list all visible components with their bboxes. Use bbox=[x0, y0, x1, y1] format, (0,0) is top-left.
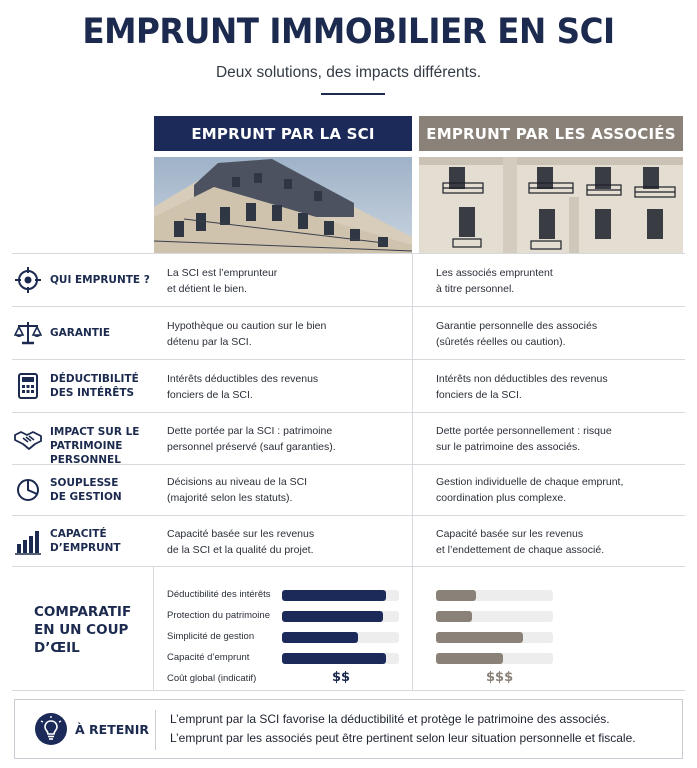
bar-track-associes bbox=[436, 632, 553, 643]
lightbulb-icon bbox=[35, 713, 67, 745]
row-deductibilite bbox=[12, 359, 685, 412]
comparison-label: COMPARATIF EN UN COUP D’ŒIL bbox=[34, 604, 132, 656]
bar-fill-sci bbox=[282, 590, 386, 601]
scales-icon bbox=[14, 319, 42, 347]
title-underline bbox=[321, 93, 385, 95]
bar-fill-sci bbox=[282, 611, 383, 622]
row-label: SOUPLESSE DE GESTION bbox=[50, 477, 122, 503]
bar-fill-sci bbox=[282, 653, 386, 664]
cost-sci: $$ bbox=[332, 670, 351, 685]
associes-cell: Les associés empruntent à titre personnel. bbox=[436, 267, 553, 295]
row-label: IMPACT SUR LE PATRIMOINE PERSONNEL bbox=[50, 426, 140, 466]
bar-track-sci bbox=[282, 632, 399, 643]
row-capacite bbox=[12, 515, 685, 566]
bar-track-associes bbox=[436, 611, 553, 622]
bar-track-associes bbox=[436, 590, 553, 601]
comparison-top-border bbox=[12, 566, 685, 567]
bar-track-associes bbox=[436, 653, 553, 664]
bar-fill-associes bbox=[436, 653, 503, 664]
cost-associes: $$$ bbox=[486, 670, 514, 685]
row-souplesse bbox=[12, 464, 685, 515]
handshake-icon bbox=[14, 425, 42, 453]
criterion-label: Protection du patrimoine bbox=[167, 610, 270, 621]
associes-cell: Capacité basée sur les revenus et l’endettement de chaque associé. bbox=[436, 528, 605, 556]
column-header-associes: EMPRUNT PAR LES ASSOCIÉS bbox=[419, 116, 683, 151]
sci-cell: Intérêts déductibles des revenus fonciers de la SCI. bbox=[167, 373, 319, 401]
bar-fill-associes bbox=[436, 611, 472, 622]
criterion-label: Déductibilité des intérêts bbox=[167, 589, 271, 600]
row-label: GARANTIE bbox=[50, 327, 110, 339]
row-garantie bbox=[12, 306, 685, 359]
retain-line-2: L’emprunt par les associés peut être pertinent selon leur situation personnelle et fiscale. bbox=[170, 731, 636, 745]
calculator-icon bbox=[14, 372, 42, 400]
sci-cell: Décisions au niveau de la SCI (majorité selon les statuts). bbox=[167, 476, 308, 504]
retain-separator bbox=[155, 710, 156, 750]
retain-line-1: L’emprunt par la SCI favorise la déductibilité et protège le patrimoine des associés. bbox=[170, 712, 610, 726]
retain-box bbox=[14, 699, 683, 759]
building-photo-sci bbox=[154, 157, 412, 253]
comparison-divider bbox=[153, 566, 154, 690]
bar-track-sci bbox=[282, 590, 399, 601]
associes-cell: Garantie personnelle des associés (sûretés réelles ou caution). bbox=[436, 320, 598, 348]
criterion-label: Capacité d’emprunt bbox=[167, 652, 250, 663]
bar-fill-associes bbox=[436, 632, 523, 643]
criterion-label: Simplicité de gestion bbox=[167, 631, 255, 642]
retain-label: À RETENIR bbox=[75, 722, 149, 737]
bar-fill-sci bbox=[282, 632, 358, 643]
row-qui-emprunte bbox=[12, 253, 685, 306]
bar-fill-associes bbox=[436, 590, 476, 601]
row-label: QUI EMPRUNTE ? bbox=[50, 274, 150, 286]
associes-cell: Dette portée personnellement : risque sur le patrimoine des associés. bbox=[436, 425, 612, 453]
row-label: DÉDUCTIBILITÉ DES INTÉRÊTS bbox=[50, 373, 139, 399]
comparison-bottom-border bbox=[12, 690, 685, 691]
sci-cell: Capacité basée sur les revenus de la SCI et la qualité du projet. bbox=[167, 528, 315, 556]
pie-chart-icon bbox=[14, 476, 42, 504]
bar-track-sci bbox=[282, 653, 399, 664]
associes-cell: Gestion individuelle de chaque emprunt, coordination plus complexe. bbox=[436, 476, 624, 504]
sci-cell: Hypothèque ou caution sur le bien détenu par la SCI. bbox=[167, 320, 327, 348]
bar-chart-icon bbox=[14, 527, 42, 555]
row-label: CAPACITÉ D’EMPRUNT bbox=[50, 528, 121, 554]
cost-label: Coût global (indicatif) bbox=[167, 673, 257, 684]
page-title: EMPRUNT IMMOBILIER EN SCI bbox=[82, 12, 615, 52]
building-photo-associes bbox=[419, 157, 683, 253]
target-icon bbox=[14, 266, 42, 294]
column-header-sci: EMPRUNT PAR LA SCI bbox=[154, 116, 412, 151]
row-impact-patrimoine bbox=[12, 412, 685, 464]
bar-track-sci bbox=[282, 611, 399, 622]
sci-cell: Dette portée par la SCI : patrimoine personnel préservé (sauf garanties). bbox=[167, 425, 336, 453]
page-subtitle: Deux solutions, des impacts différents. bbox=[215, 64, 482, 81]
sci-cell: La SCI est l’emprunteur et détient le bien. bbox=[167, 267, 278, 295]
associes-cell: Intérêts non déductibles des revenus fonciers de la SCI. bbox=[436, 373, 608, 401]
